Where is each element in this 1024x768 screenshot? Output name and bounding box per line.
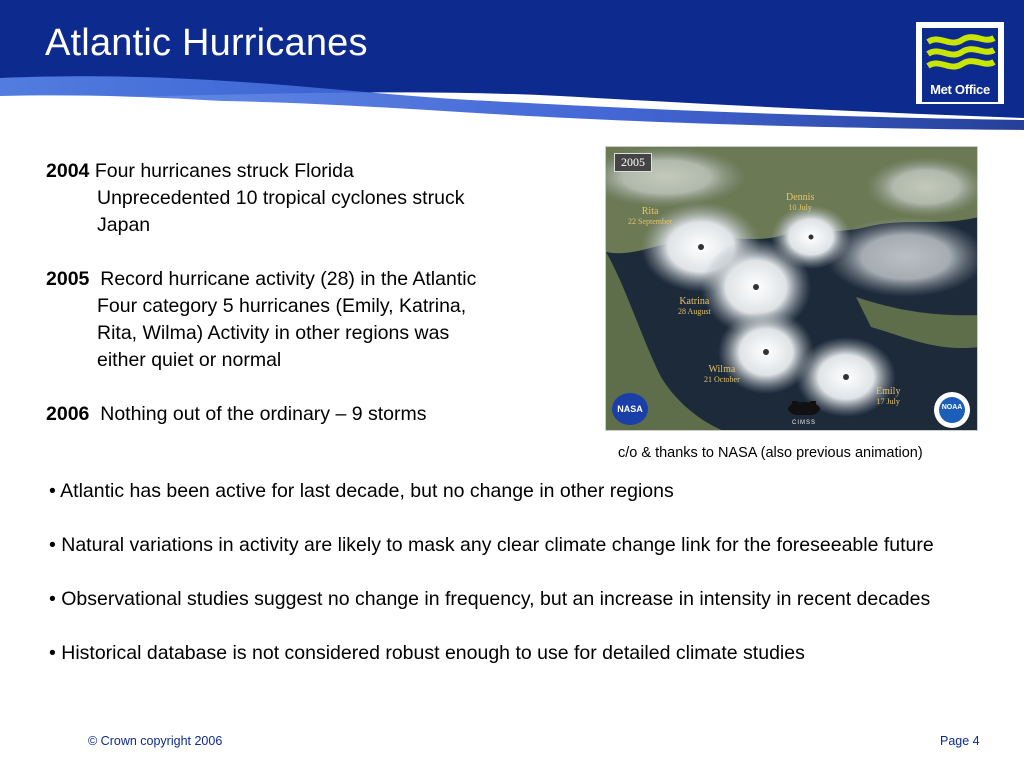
logo-text: Met Office <box>930 82 990 97</box>
year-2005 <box>46 266 566 374</box>
wave-background <box>0 0 1024 140</box>
bullet-item: • Natural variations in activity are likely to mask any clear climate change link for the foreseeable future <box>49 534 934 556</box>
storm-label-rita: Rita 22 September <box>628 206 673 226</box>
wave-icon <box>922 28 998 78</box>
year-text: Nothing out of the ordinary – 9 storms <box>100 403 427 425</box>
year-2006 <box>46 401 566 428</box>
storm-label-emily: Emily 17 July <box>876 386 901 406</box>
year-text: Four hurricanes struck Florida <box>94 160 354 182</box>
page-number: Page 4 <box>940 734 980 748</box>
year-text: Japan <box>97 214 151 236</box>
cimss-logo: CIMSS <box>784 397 824 425</box>
year-label: 2005 <box>46 268 90 290</box>
met-office-logo <box>916 22 1004 104</box>
year-text: Four category 5 hurricanes (Emily, Katrina, <box>97 295 467 317</box>
satellite-year-label: 2005 <box>614 153 652 172</box>
year-text: either quiet or normal <box>97 349 282 371</box>
header-banner <box>0 0 1024 140</box>
year-text: Rita, Wilma) Activity in other regions was <box>97 322 450 344</box>
bullet-item: • Observational studies suggest no change in frequency, but an increase in intensity in recent decades <box>49 588 931 610</box>
bullet-list <box>49 478 949 694</box>
storm-label-dennis: Dennis 10 July <box>786 192 815 212</box>
year-summaries <box>46 158 566 455</box>
nasa-logo: NASA <box>612 393 648 425</box>
image-caption: c/o & thanks to NASA (also previous animation) <box>618 445 923 461</box>
year-2004 <box>46 158 566 239</box>
year-text: Unprecedented 10 tropical cyclones struck <box>97 187 465 209</box>
satellite-map <box>606 147 978 431</box>
year-label: 2004 <box>46 160 90 182</box>
storm-label-katrina: Katrina 28 August <box>678 296 711 316</box>
year-label: 2006 <box>46 403 90 425</box>
page-title: Atlantic Hurricanes <box>45 22 368 64</box>
bullet-item: • Historical database is not considered robust enough to use for detailed climate studies <box>49 642 805 664</box>
copyright-footer: © Crown copyright 2006 <box>88 734 223 748</box>
year-text: Record hurricane activity (28) in the Atlantic <box>100 268 477 290</box>
storm-label-wilma: Wilma 21 October <box>704 364 740 384</box>
hurricane-satellite-image <box>605 146 978 431</box>
noaa-logo: NOAA <box>934 392 970 428</box>
bullet-item: • Atlantic has been active for last decade, but no change in other regions <box>49 480 674 502</box>
